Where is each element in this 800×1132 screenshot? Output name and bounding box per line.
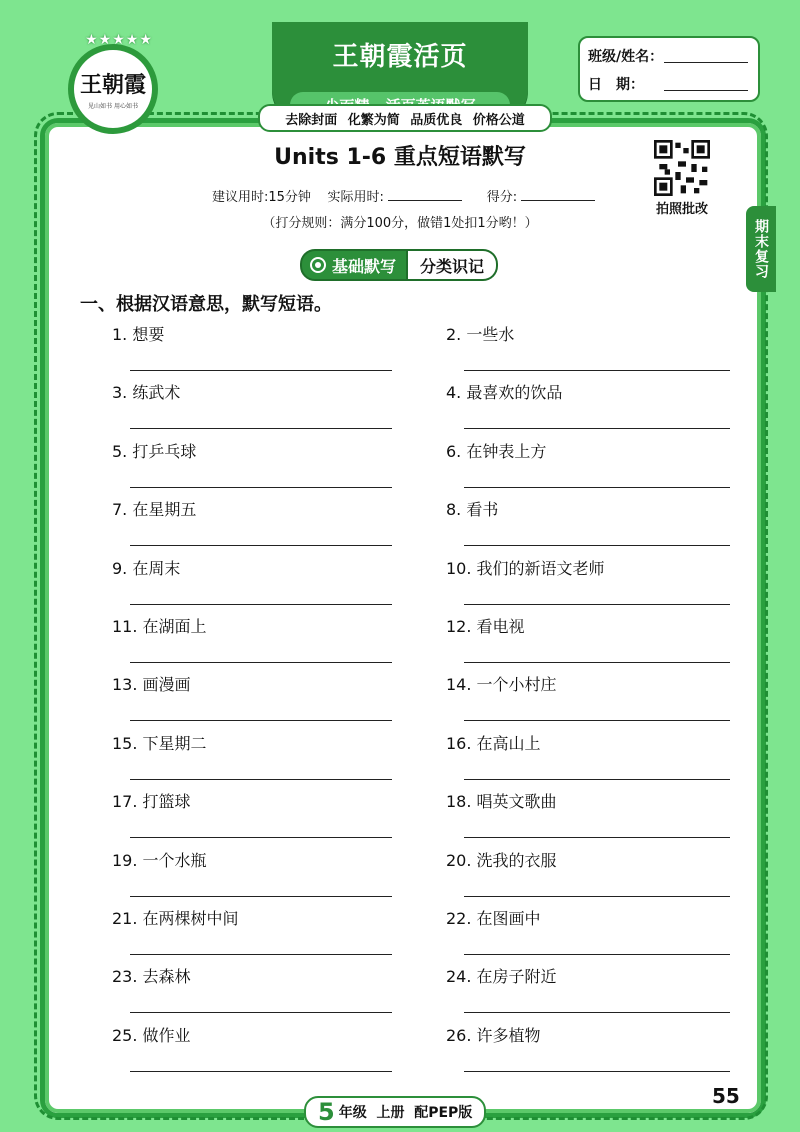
answer-line[interactable]	[464, 896, 730, 897]
class-name-label: 班级/姓名：	[588, 49, 664, 65]
tab-basic-dictation	[300, 249, 408, 281]
grade-number: 5	[318, 1098, 335, 1126]
score-field[interactable]	[521, 200, 595, 201]
term-label: 上册	[376, 1105, 405, 1121]
item-label: 14. 一个小村庄	[446, 675, 557, 695]
actual-time-field[interactable]	[388, 200, 462, 201]
answer-line[interactable]	[130, 545, 392, 546]
answer-line[interactable]	[130, 720, 392, 721]
item-label: 16. 在高山上	[446, 733, 541, 753]
brand-title: 王朝霞活页	[332, 42, 468, 72]
page-title: Units 1-6 重点短语默写	[274, 145, 526, 170]
item-label: 8. 看书	[446, 500, 499, 520]
item-label: 19. 一个水瓶	[112, 850, 207, 870]
answer-line[interactable]	[130, 896, 392, 897]
date-label: 日 期：	[588, 77, 644, 93]
class-name-field[interactable]	[664, 62, 748, 63]
date-field[interactable]	[664, 90, 748, 91]
item-label: 11. 在湖面上	[112, 617, 207, 636]
answer-line[interactable]	[464, 1012, 730, 1013]
item-label: 10. 我们的新语文老师	[446, 558, 605, 578]
answer-line[interactable]	[130, 428, 392, 429]
item-label: 18. 唱英文歌曲	[446, 792, 557, 812]
side-tab-final-review: 期末复习	[746, 206, 776, 292]
brand-slogan: 去除封面 化繁为简 品质优良 价格公道	[258, 104, 552, 132]
tab-classified-memorize: 分类识记	[408, 249, 498, 281]
answer-line[interactable]	[130, 837, 392, 838]
item-label: 26. 许多植物	[446, 1025, 541, 1045]
item-label: 21. 在两棵树中间	[112, 909, 239, 928]
item-label: 2. 一些水	[446, 325, 515, 344]
item-label: 23. 去森林	[112, 967, 191, 987]
answer-line[interactable]	[130, 1071, 392, 1072]
answer-line[interactable]	[464, 662, 730, 663]
section-title: 一、根据汉语意思，默写短语。	[80, 294, 332, 315]
item-label: 17. 打篮球	[112, 792, 191, 812]
answer-line[interactable]	[464, 428, 730, 429]
item-label: 9. 在周末	[112, 558, 181, 578]
page-number: 55	[712, 1084, 740, 1108]
item-label: 20. 洗我的衣服	[446, 850, 557, 870]
answer-line[interactable]	[130, 604, 392, 605]
stars-icon: ★★★★★	[85, 32, 153, 48]
section-tabs	[300, 249, 498, 279]
answer-line[interactable]	[464, 837, 730, 838]
item-label: 25. 做作业	[112, 1025, 191, 1045]
item-label: 4. 最喜欢的饮品	[446, 383, 563, 403]
item-label: 3. 练武术	[112, 383, 181, 403]
suggested-time: 建议用时:15分钟	[212, 190, 311, 205]
answer-line[interactable]	[130, 1012, 392, 1013]
qr-label: 拍照批改	[655, 202, 708, 217]
footer-edition	[304, 1096, 486, 1128]
item-label: 5. 打乒乓球	[112, 441, 197, 461]
answer-line[interactable]	[464, 779, 730, 780]
answer-line[interactable]	[464, 604, 730, 605]
answer-line[interactable]	[464, 720, 730, 721]
answer-line[interactable]	[464, 954, 730, 955]
answer-line[interactable]	[130, 662, 392, 663]
medal-icon	[310, 257, 326, 273]
item-label: 13. 画漫画	[112, 675, 191, 695]
item-label: 7. 在星期五	[112, 500, 197, 520]
item-label: 1. 想要	[112, 325, 165, 344]
time-score-line	[212, 186, 595, 205]
logo-subtext: 见山如书 用心如书	[88, 103, 138, 110]
answer-line[interactable]	[130, 779, 392, 780]
answer-line[interactable]	[130, 487, 392, 488]
item-label: 24. 在房子附近	[446, 967, 557, 987]
actual-time-label: 实际用时:	[327, 190, 384, 205]
answer-line[interactable]	[464, 370, 730, 371]
student-info-box	[578, 36, 760, 102]
answer-line[interactable]	[130, 954, 392, 955]
item-label: 22. 在图画中	[446, 909, 541, 928]
item-label: 6. 在钟表上方	[446, 441, 547, 461]
scoring-rule: （打分规则：满分100分，做错1处扣1分哟！）	[262, 216, 538, 231]
item-label: 12. 看电视	[446, 617, 525, 636]
answer-line[interactable]	[464, 545, 730, 546]
answer-line[interactable]	[464, 487, 730, 488]
score-label: 得分:	[486, 190, 518, 205]
answer-line[interactable]	[464, 1071, 730, 1072]
logo-text: 王朝霞	[79, 72, 146, 98]
item-label: 15. 下星期二	[112, 733, 207, 753]
edition-label: 配PEP版	[414, 1105, 473, 1121]
qr-code-icon[interactable]	[654, 140, 710, 196]
grade-label: 年级	[338, 1105, 367, 1121]
tab-basic-dictation-label: 基础默写	[332, 256, 397, 276]
answer-line[interactable]	[130, 370, 392, 371]
brand-logo	[68, 32, 158, 134]
